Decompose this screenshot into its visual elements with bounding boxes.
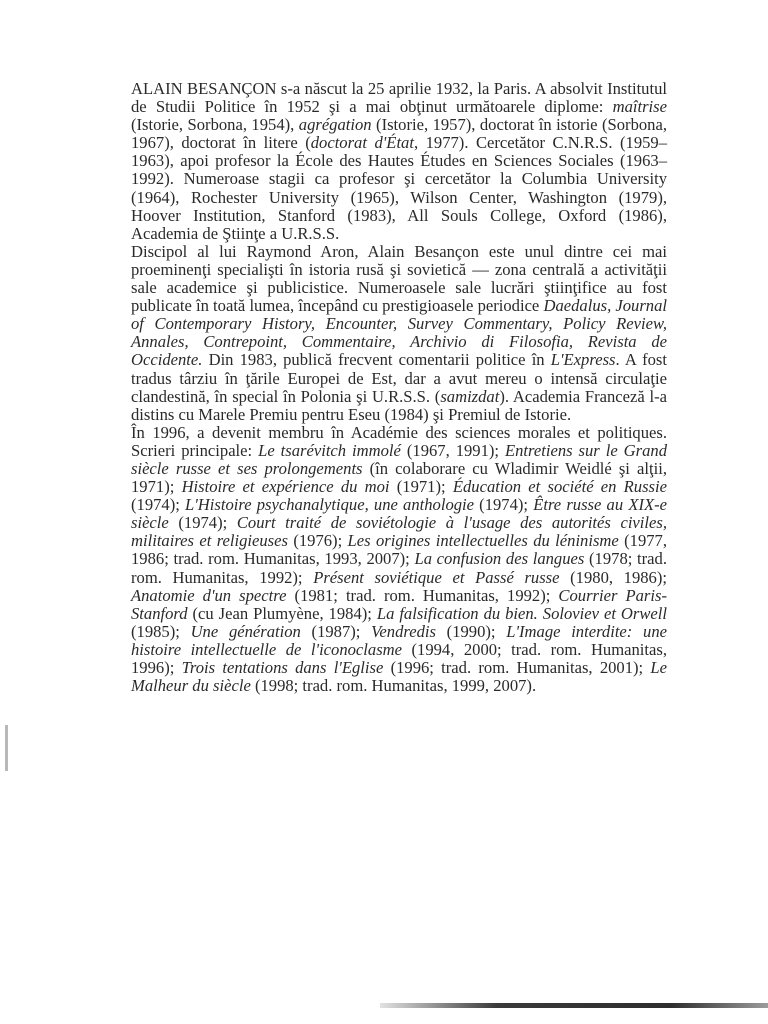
italic-title-segment: L'Express [550,350,616,370]
italic-title-segment: Être russe au XIX-e siècle [131,495,668,533]
text-segment: , 1977). Cercetător C.N.R.S. (1959–1963), apoi profesor la École des Hautes Études en Sciences Sociales (1963–1992). Numeroase stagii ca profesor şi cercetător la Columbia University (1964), Rochester University (1965), Wilson Center, Washington (1979), Hoover Institution, Stanford (1983), All Souls College, Oxford (1986), Academia de Ştiinţe a U.R.S.S. [131,133,668,243]
italic-title-segment: maîtrise [612,97,667,117]
text-segment: (1990); [435,621,507,641]
italic-title-segment: Éducation et société en Russie [452,477,667,497]
italic-title-segment: L'Image interdite: une histoire intellectuelle de l'iconoclasme [131,621,668,659]
text-segment: (1987); [300,621,372,641]
text-segment: (1980, 1986); [559,567,667,587]
italic-title-segment: Une génération [190,621,301,641]
bio-paragraph-work [131,243,667,424]
text-segment: (1974); [131,495,186,515]
text-segment: (1974); [474,495,534,515]
text-segment: (cu Jean Plumyène, 1984); [187,603,377,623]
bio-paragraph-career [131,80,667,243]
text-segment: (1976); [287,531,348,551]
italic-title-segment: Le tsarévitch immolé [258,440,401,460]
scan-edge-mark [5,725,8,771]
text-segment: (în colaborare cu Wladimir Weidlé şi alţii, 1971); [131,458,667,497]
italic-title-segment: agrégation [298,115,372,135]
italic-title-segment: L'Histoire psychanalytique, une anthologie [185,495,475,515]
text-segment: ). Academia Franceză l-a distins cu Marele Premiu pentru Eseu (1984) şi Premiul de Istorie. [131,386,667,424]
text-segment: (Istorie, 1957), doctorat în istorie (Sorbona, 1967), doctorat în litere ( [131,115,667,153]
text-segment: Discipol al lui Raymond Aron, Alain Besançon este unul dintre cei mai proeminenţi specialişti în istoria rusă şi sovietică — zona centrală a activităţii sale academice şi publicistice. Numeroasele sale lucrări ştiinţifice au fost publicate în toată lumea, începând cu prestigioasele periodice [131,241,667,316]
text-segment: (1978; trad. rom. Humanitas, 1992); [131,549,667,587]
text-segment: . A fost tradus târziu în ţările Europei de Est, dar a avut mereu o intensă circulaţie clandestină, în special în Polonia şi U.R.S.S. ( [131,350,668,406]
italic-title-segment: doctorat d'État [310,133,414,153]
italic-title-segment: Court traité de soviétologie à l'usage des autorités civiles, militaires et religieuses [131,513,667,551]
italic-title-segment: Présent soviétique et Passé russe [313,567,560,587]
italic-title-segment: Daedalus, Journal of Contemporary History, Encounter, Survey Commentary, Policy Review, Annales, Contrepoint, Commentaire, Archivio di Filosofia, Revista de Occidente. [131,296,668,370]
text-segment: (1994, 2000; trad. rom. Humanitas, 1996); [131,639,667,677]
italic-title-segment: La confusion des langues [414,549,585,569]
italic-title-segment: Le Malheur du siècle [131,658,667,696]
author-biography [131,80,667,695]
italic-title-segment: Courrier Paris-Stanford [131,585,667,623]
italic-title-segment: Histoire et expérience du moi [181,477,390,497]
italic-title-segment: Les origines intellectuelles du léninisme [347,531,619,551]
italic-title-segment: La falsification du bien. Soloviev et Orwell [376,603,667,623]
text-segment: (1967, 1991); [400,440,505,460]
text-segment: (1981; trad. rom. Humanitas, 1992); [286,585,559,605]
italic-title-segment: Vendredis [371,621,436,641]
text-segment: În 1996, a devenit membru în Académie des sciences morales et politiques. Scrieri principale: [131,422,667,460]
text-segment: (1977, 1986; trad. rom. Humanitas, 1993, 2007); [131,531,667,569]
italic-title-segment: Anatomie d'un spectre [131,585,287,605]
bio-paragraph-publications [131,424,667,695]
text-segment: (1998; trad. rom. Humanitas, 1999, 2007). [250,676,537,696]
scan-bottom-edge [380,1003,768,1008]
text-segment: (1971); [389,477,453,497]
text-segment: (1985); [131,621,191,641]
text-segment: Din 1983, publică frecvent comentarii politice în [202,350,551,370]
italic-title-segment: samizdat [440,386,500,406]
text-segment: (1974); [168,513,237,533]
text-segment: ALAIN BESANÇON s-a născut la 25 aprilie 1932, la Paris. A absolvit Institutul de Studii Politice în 1952 şi a mai obţinut următoarele diplome: [131,79,667,117]
text-segment: (1996; trad. rom. Humanitas, 2001); [383,658,651,677]
text-segment: (Istorie, Sorbona, 1954), [131,115,299,135]
italic-title-segment: Trois tentations dans l'Eglise [181,658,384,677]
italic-title-segment: Entretiens sur le Grand siècle russe et ses prolongements [131,440,667,478]
